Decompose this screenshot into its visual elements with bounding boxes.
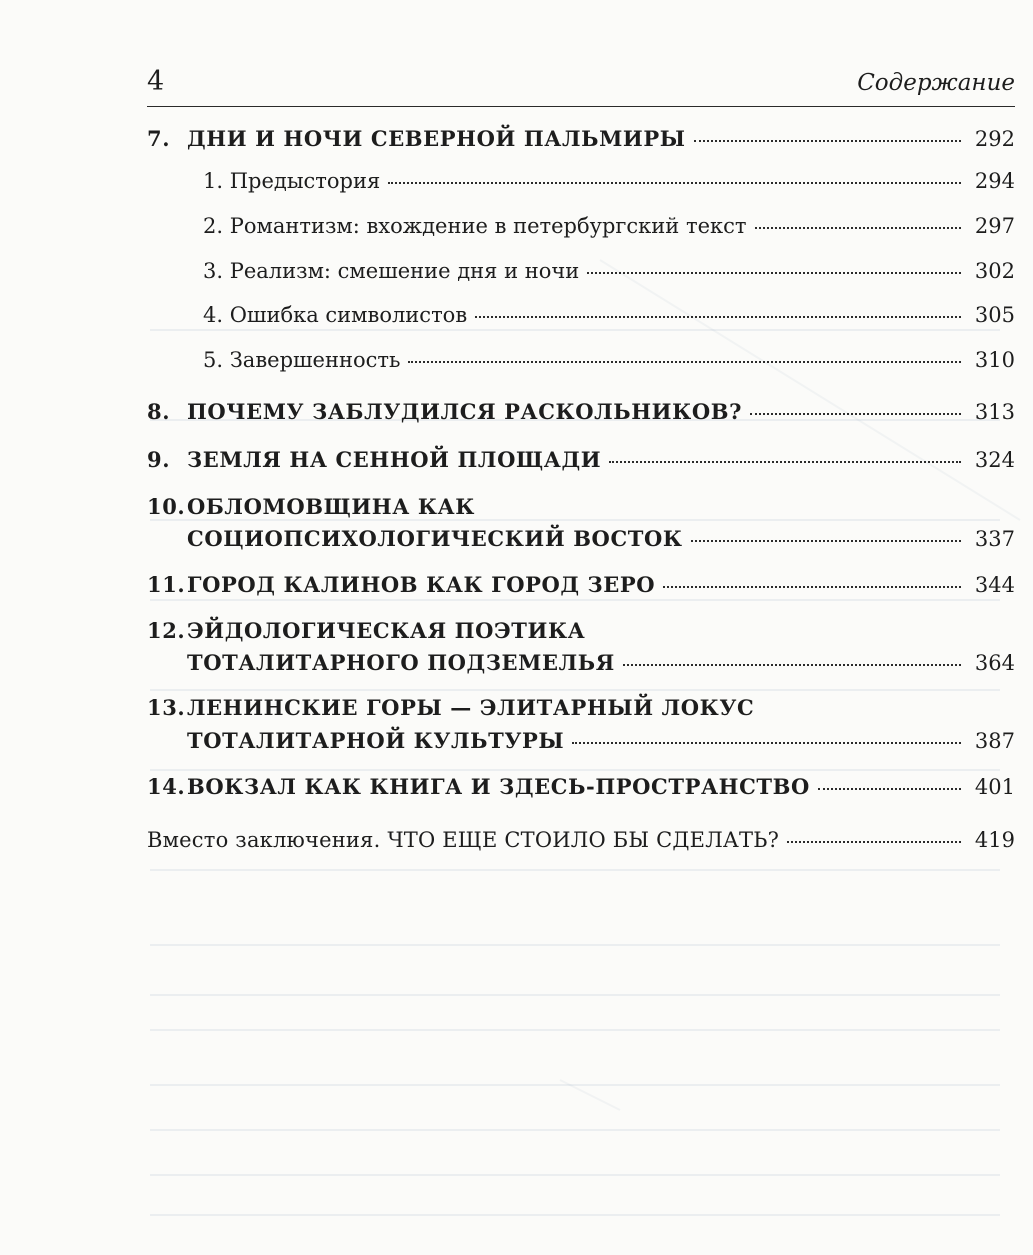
page-number: 4 xyxy=(147,66,165,97)
toc-title: ДНИ И НОЧИ СЕВЕРНОЙ ПАЛЬМИРЫ xyxy=(187,126,686,151)
toc-entry-conclusion xyxy=(147,826,1015,854)
toc-number: 7. xyxy=(147,126,171,151)
dot-leader xyxy=(475,315,961,318)
toc-page: 337 xyxy=(974,527,1015,551)
toc-number: 13. xyxy=(147,695,186,720)
toc-subentry-4 xyxy=(203,301,1015,329)
toc-entry-10-line1 xyxy=(147,493,1015,521)
toc-subentry-1 xyxy=(203,167,1015,195)
toc-page: 419 xyxy=(974,828,1015,852)
toc-entry-10-line2 xyxy=(147,525,1015,553)
toc-entry-13-line2 xyxy=(147,727,1015,755)
toc-page: 387 xyxy=(974,729,1015,753)
dot-leader xyxy=(691,539,961,542)
dot-leader xyxy=(818,787,961,790)
toc-number: 12. xyxy=(147,618,186,643)
toc-subentry-3 xyxy=(203,257,1015,285)
toc-entry-11 xyxy=(147,571,1015,599)
toc-title: ГОРОД КАЛИНОВ КАК ГОРОД ЗЕРО xyxy=(187,572,656,597)
dot-leader xyxy=(623,663,961,666)
toc-page: 401 xyxy=(974,775,1015,799)
toc-page: 302 xyxy=(974,259,1015,283)
dot-leader xyxy=(572,741,961,744)
toc-number: 14. xyxy=(147,774,186,799)
toc-title: 4. Ошибка символистов xyxy=(203,303,468,327)
toc-page: 305 xyxy=(974,303,1015,327)
dot-leader xyxy=(694,139,961,142)
toc-entry-9 xyxy=(147,446,1015,474)
toc-title: СОЦИОПСИХОЛОГИЧЕСКИЙ ВОСТОК xyxy=(187,526,683,551)
dot-leader xyxy=(663,585,961,588)
toc-title: Вместо заключения. ЧТО ЕЩЕ СТОИЛО БЫ СДЕЛАТЬ? xyxy=(147,828,780,852)
toc-title: ОБЛОМОВЩИНА КАК xyxy=(187,494,475,519)
toc-number: 9. xyxy=(147,447,171,472)
dot-leader xyxy=(787,840,961,843)
dot-leader xyxy=(755,226,961,229)
toc-page: 292 xyxy=(974,127,1015,151)
toc-title: 1. Предыстория xyxy=(203,169,381,193)
toc-page: 313 xyxy=(974,400,1015,424)
toc-entry-12-line1 xyxy=(147,617,1015,645)
toc-page: 324 xyxy=(974,448,1015,472)
dot-leader xyxy=(587,271,961,274)
dot-leader xyxy=(750,412,961,415)
dot-leader xyxy=(609,460,961,463)
toc-title: ЗЕМЛЯ НА СЕННОЙ ПЛОЩАДИ xyxy=(187,447,602,472)
toc-title: ТОТАЛИТАРНОЙ КУЛЬТУРЫ xyxy=(187,728,565,753)
toc-page: 297 xyxy=(974,214,1015,238)
dot-leader xyxy=(388,181,961,184)
toc-title: ЭЙДОЛОГИЧЕСКАЯ ПОЭТИКА xyxy=(187,618,586,643)
toc-number: 10. xyxy=(147,494,186,519)
toc-page: 344 xyxy=(974,573,1015,597)
toc-entry-13-line1 xyxy=(147,694,1015,722)
toc-entry-7 xyxy=(147,125,1015,153)
toc-entry-14 xyxy=(147,773,1015,801)
toc-subentry-2 xyxy=(203,212,1015,240)
toc-number: 8. xyxy=(147,399,171,424)
toc-title: 5. Завершенность xyxy=(203,348,401,372)
dot-leader xyxy=(408,360,961,363)
toc-title: ТОТАЛИТАРНОГО ПОДЗЕМЕЛЬЯ xyxy=(187,650,615,675)
toc-title: ЛЕНИНСКИЕ ГОРЫ — ЭЛИТАРНЫЙ ЛОКУС xyxy=(187,695,755,720)
running-head xyxy=(147,64,1015,104)
running-section-title: Содержание xyxy=(857,70,1015,96)
toc-title: 3. Реализм: смешение дня и ночи xyxy=(203,259,580,283)
toc-page: 310 xyxy=(974,348,1015,372)
toc-title: ПОЧЕМУ ЗАБЛУДИЛСЯ РАСКОЛЬНИКОВ? xyxy=(187,399,742,424)
toc-number: 11. xyxy=(147,572,186,597)
toc-entry-8 xyxy=(147,398,1015,426)
toc-title: ВОКЗАЛ КАК КНИГА И ЗДЕСЬ-ПРОСТРАНСТВО xyxy=(187,774,810,799)
toc-subentry-5 xyxy=(203,346,1015,374)
toc-title: 2. Романтизм: вхождение в петербургский текст xyxy=(203,214,747,238)
toc-page: 364 xyxy=(974,651,1015,675)
toc-page: 294 xyxy=(974,169,1015,193)
toc-entry-12-line2 xyxy=(147,649,1015,677)
header-rule xyxy=(147,106,1015,107)
